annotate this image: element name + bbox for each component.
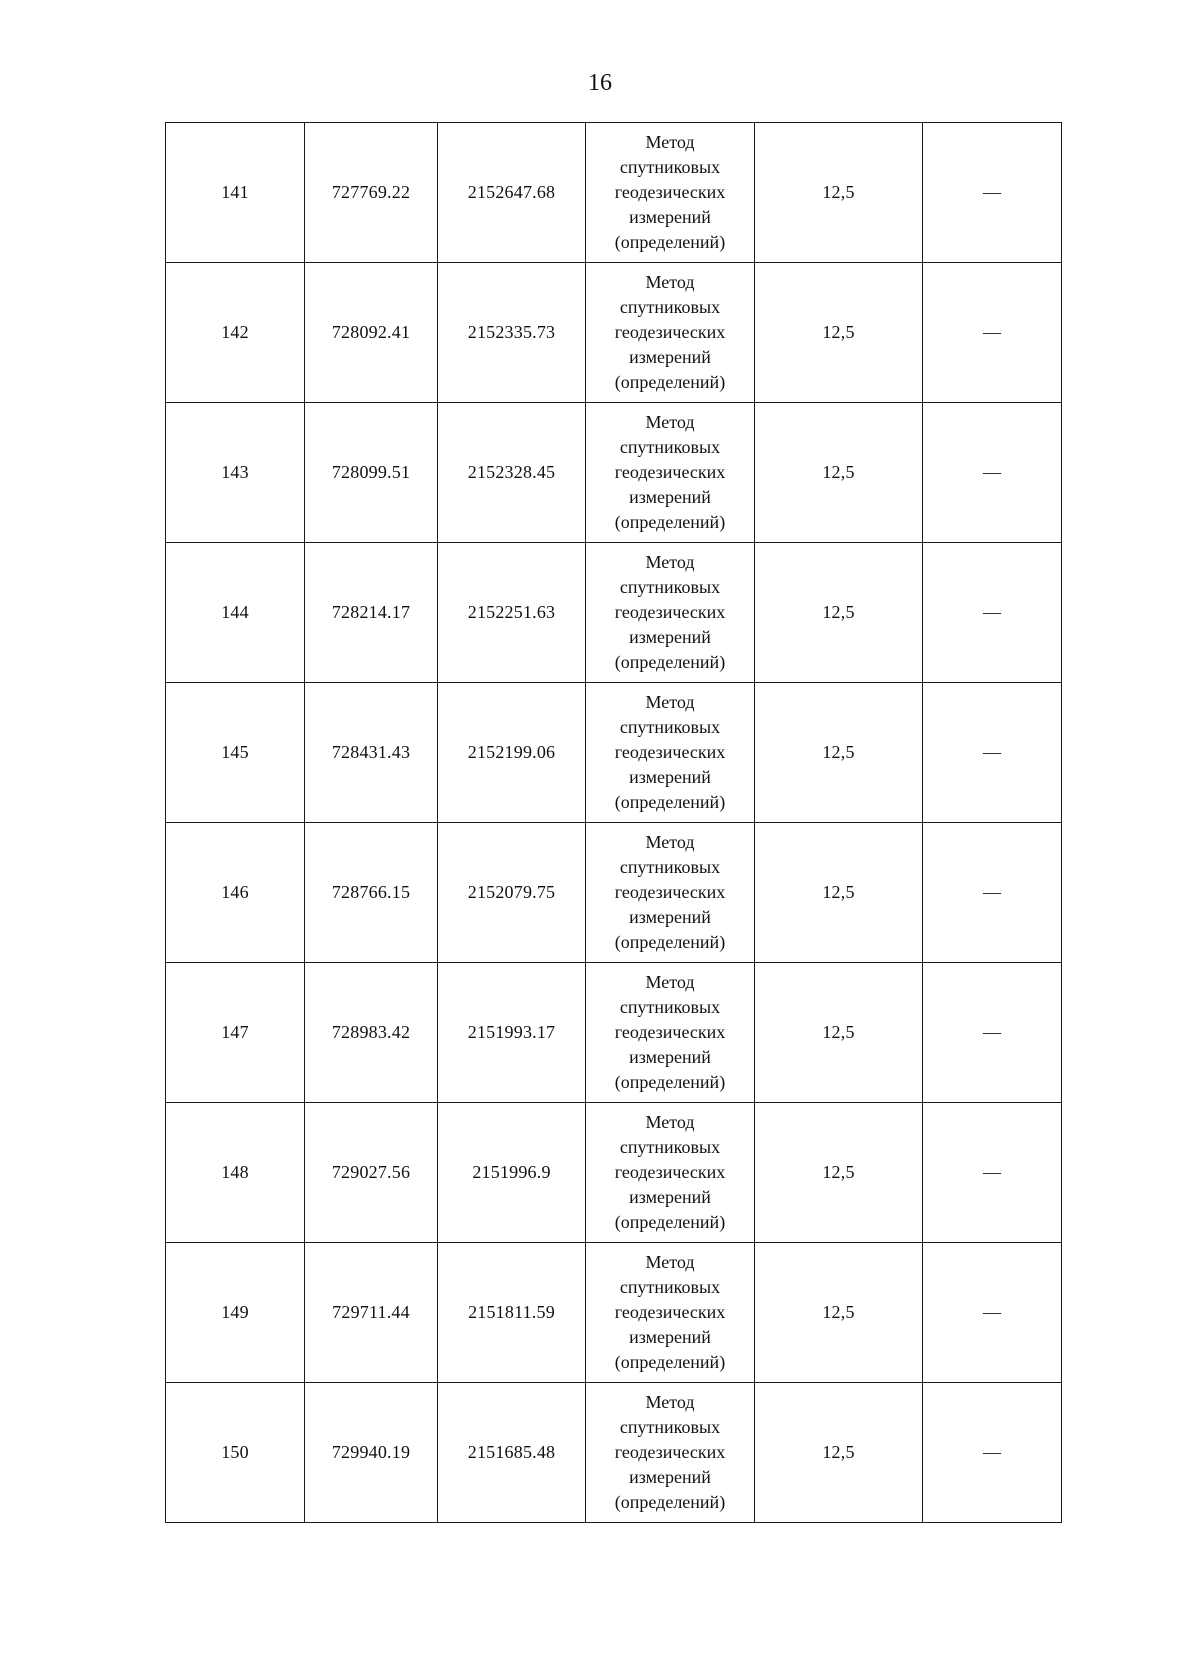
method-line: Метод bbox=[645, 412, 695, 432]
method-line: (определений) bbox=[614, 1072, 726, 1092]
method-cell bbox=[586, 683, 755, 823]
method-line: геодезических bbox=[614, 462, 726, 482]
method-cell bbox=[586, 823, 755, 963]
accuracy-cell: 12,5 bbox=[755, 683, 923, 823]
table-row bbox=[166, 123, 1062, 263]
table-row bbox=[166, 403, 1062, 543]
method-line: (определений) bbox=[614, 932, 726, 952]
method-cell bbox=[586, 543, 755, 683]
y-coordinate-cell: 2152199.06 bbox=[438, 683, 586, 823]
method-line: спутниковых bbox=[619, 437, 721, 457]
method-line: Метод bbox=[645, 832, 695, 852]
point-number-cell: 150 bbox=[166, 1383, 305, 1523]
x-coordinate-cell: 729027.56 bbox=[305, 1103, 438, 1243]
accuracy-cell: 12,5 bbox=[755, 1103, 923, 1243]
note-cell: — bbox=[923, 1243, 1062, 1383]
accuracy-cell: 12,5 bbox=[755, 1383, 923, 1523]
table-body bbox=[166, 123, 1062, 1523]
x-coordinate-cell: 728099.51 bbox=[305, 403, 438, 543]
y-coordinate-cell: 2152079.75 bbox=[438, 823, 586, 963]
y-coordinate-cell: 2151996.9 bbox=[438, 1103, 586, 1243]
method-line: измерений bbox=[629, 627, 711, 647]
x-coordinate-cell: 728092.41 bbox=[305, 263, 438, 403]
point-number-cell: 141 bbox=[166, 123, 305, 263]
method-line: измерений bbox=[629, 1327, 711, 1347]
note-cell: — bbox=[923, 543, 1062, 683]
point-number-cell: 149 bbox=[166, 1243, 305, 1383]
method-line: геодезических bbox=[614, 1302, 726, 1322]
note-cell: — bbox=[923, 123, 1062, 263]
note-cell: — bbox=[923, 963, 1062, 1103]
accuracy-cell: 12,5 bbox=[755, 1243, 923, 1383]
y-coordinate-cell: 2152335.73 bbox=[438, 263, 586, 403]
method-line: (определений) bbox=[614, 512, 726, 532]
method-line: спутниковых bbox=[619, 577, 721, 597]
point-number-cell: 146 bbox=[166, 823, 305, 963]
accuracy-cell: 12,5 bbox=[755, 263, 923, 403]
page-number: 16 bbox=[588, 70, 612, 96]
table-row bbox=[166, 1383, 1062, 1523]
y-coordinate-cell: 2151811.59 bbox=[438, 1243, 586, 1383]
method-line: измерений bbox=[629, 347, 711, 367]
method-line: (определений) bbox=[614, 1352, 726, 1372]
table-row bbox=[166, 1103, 1062, 1243]
point-number-cell: 147 bbox=[166, 963, 305, 1103]
method-line: геодезических bbox=[614, 322, 726, 342]
method-line: спутниковых bbox=[619, 157, 721, 177]
note-cell: — bbox=[923, 1383, 1062, 1523]
method-line: геодезических bbox=[614, 602, 726, 622]
table-row bbox=[166, 543, 1062, 683]
point-number-cell: 145 bbox=[166, 683, 305, 823]
method-cell bbox=[586, 963, 755, 1103]
method-line: Метод bbox=[645, 972, 695, 992]
point-number-cell: 142 bbox=[166, 263, 305, 403]
accuracy-cell: 12,5 bbox=[755, 123, 923, 263]
point-number-cell: 143 bbox=[166, 403, 305, 543]
method-line: Метод bbox=[645, 132, 695, 152]
method-line: геодезических bbox=[614, 182, 726, 202]
method-cell bbox=[586, 1383, 755, 1523]
note-cell: — bbox=[923, 823, 1062, 963]
method-line: геодезических bbox=[614, 1162, 726, 1182]
method-line: Метод bbox=[645, 692, 695, 712]
table-row bbox=[166, 963, 1062, 1103]
y-coordinate-cell: 2151993.17 bbox=[438, 963, 586, 1103]
method-line: геодезических bbox=[614, 882, 726, 902]
method-line: спутниковых bbox=[619, 997, 721, 1017]
x-coordinate-cell: 728766.15 bbox=[305, 823, 438, 963]
method-line: (определений) bbox=[614, 1492, 726, 1512]
accuracy-cell: 12,5 bbox=[755, 543, 923, 683]
method-line: Метод bbox=[645, 552, 695, 572]
point-number-cell: 148 bbox=[166, 1103, 305, 1243]
method-cell bbox=[586, 1243, 755, 1383]
method-line: измерений bbox=[629, 767, 711, 787]
x-coordinate-cell: 728431.43 bbox=[305, 683, 438, 823]
table-row bbox=[166, 1243, 1062, 1383]
table-row bbox=[166, 683, 1062, 823]
accuracy-cell: 12,5 bbox=[755, 403, 923, 543]
x-coordinate-cell: 728983.42 bbox=[305, 963, 438, 1103]
coordinates-table bbox=[165, 122, 1062, 1523]
method-line: спутниковых bbox=[619, 297, 721, 317]
note-cell: — bbox=[923, 1103, 1062, 1243]
method-line: Метод bbox=[645, 272, 695, 292]
coordinates-table-wrap bbox=[165, 122, 1061, 1523]
method-line: измерений bbox=[629, 1187, 711, 1207]
method-line: измерений bbox=[629, 487, 711, 507]
method-line: измерений bbox=[629, 207, 711, 227]
method-line: Метод bbox=[645, 1392, 695, 1412]
y-coordinate-cell: 2151685.48 bbox=[438, 1383, 586, 1523]
x-coordinate-cell: 729711.44 bbox=[305, 1243, 438, 1383]
method-line: спутниковых bbox=[619, 857, 721, 877]
table-row bbox=[166, 263, 1062, 403]
method-line: спутниковых bbox=[619, 1277, 721, 1297]
method-cell bbox=[586, 123, 755, 263]
y-coordinate-cell: 2152251.63 bbox=[438, 543, 586, 683]
method-line: (определений) bbox=[614, 652, 726, 672]
method-line: спутниковых bbox=[619, 1137, 721, 1157]
method-cell bbox=[586, 403, 755, 543]
method-line: спутниковых bbox=[619, 717, 721, 737]
x-coordinate-cell: 728214.17 bbox=[305, 543, 438, 683]
accuracy-cell: 12,5 bbox=[755, 823, 923, 963]
method-line: измерений bbox=[629, 1467, 711, 1487]
method-line: (определений) bbox=[614, 232, 726, 252]
note-cell: — bbox=[923, 263, 1062, 403]
method-line: (определений) bbox=[614, 792, 726, 812]
method-line: геодезических bbox=[614, 1442, 726, 1462]
method-line: (определений) bbox=[614, 372, 726, 392]
method-line: геодезических bbox=[614, 1022, 726, 1042]
x-coordinate-cell: 727769.22 bbox=[305, 123, 438, 263]
note-cell: — bbox=[923, 403, 1062, 543]
accuracy-cell: 12,5 bbox=[755, 963, 923, 1103]
method-line: Метод bbox=[645, 1252, 695, 1272]
note-cell: — bbox=[923, 683, 1062, 823]
y-coordinate-cell: 2152647.68 bbox=[438, 123, 586, 263]
x-coordinate-cell: 729940.19 bbox=[305, 1383, 438, 1523]
method-line: измерений bbox=[629, 1047, 711, 1067]
method-line: (определений) bbox=[614, 1212, 726, 1232]
method-cell bbox=[586, 263, 755, 403]
y-coordinate-cell: 2152328.45 bbox=[438, 403, 586, 543]
method-cell bbox=[586, 1103, 755, 1243]
method-line: измерений bbox=[629, 907, 711, 927]
method-line: спутниковых bbox=[619, 1417, 721, 1437]
method-line: Метод bbox=[645, 1112, 695, 1132]
method-line: геодезических bbox=[614, 742, 726, 762]
table-row bbox=[166, 823, 1062, 963]
point-number-cell: 144 bbox=[166, 543, 305, 683]
